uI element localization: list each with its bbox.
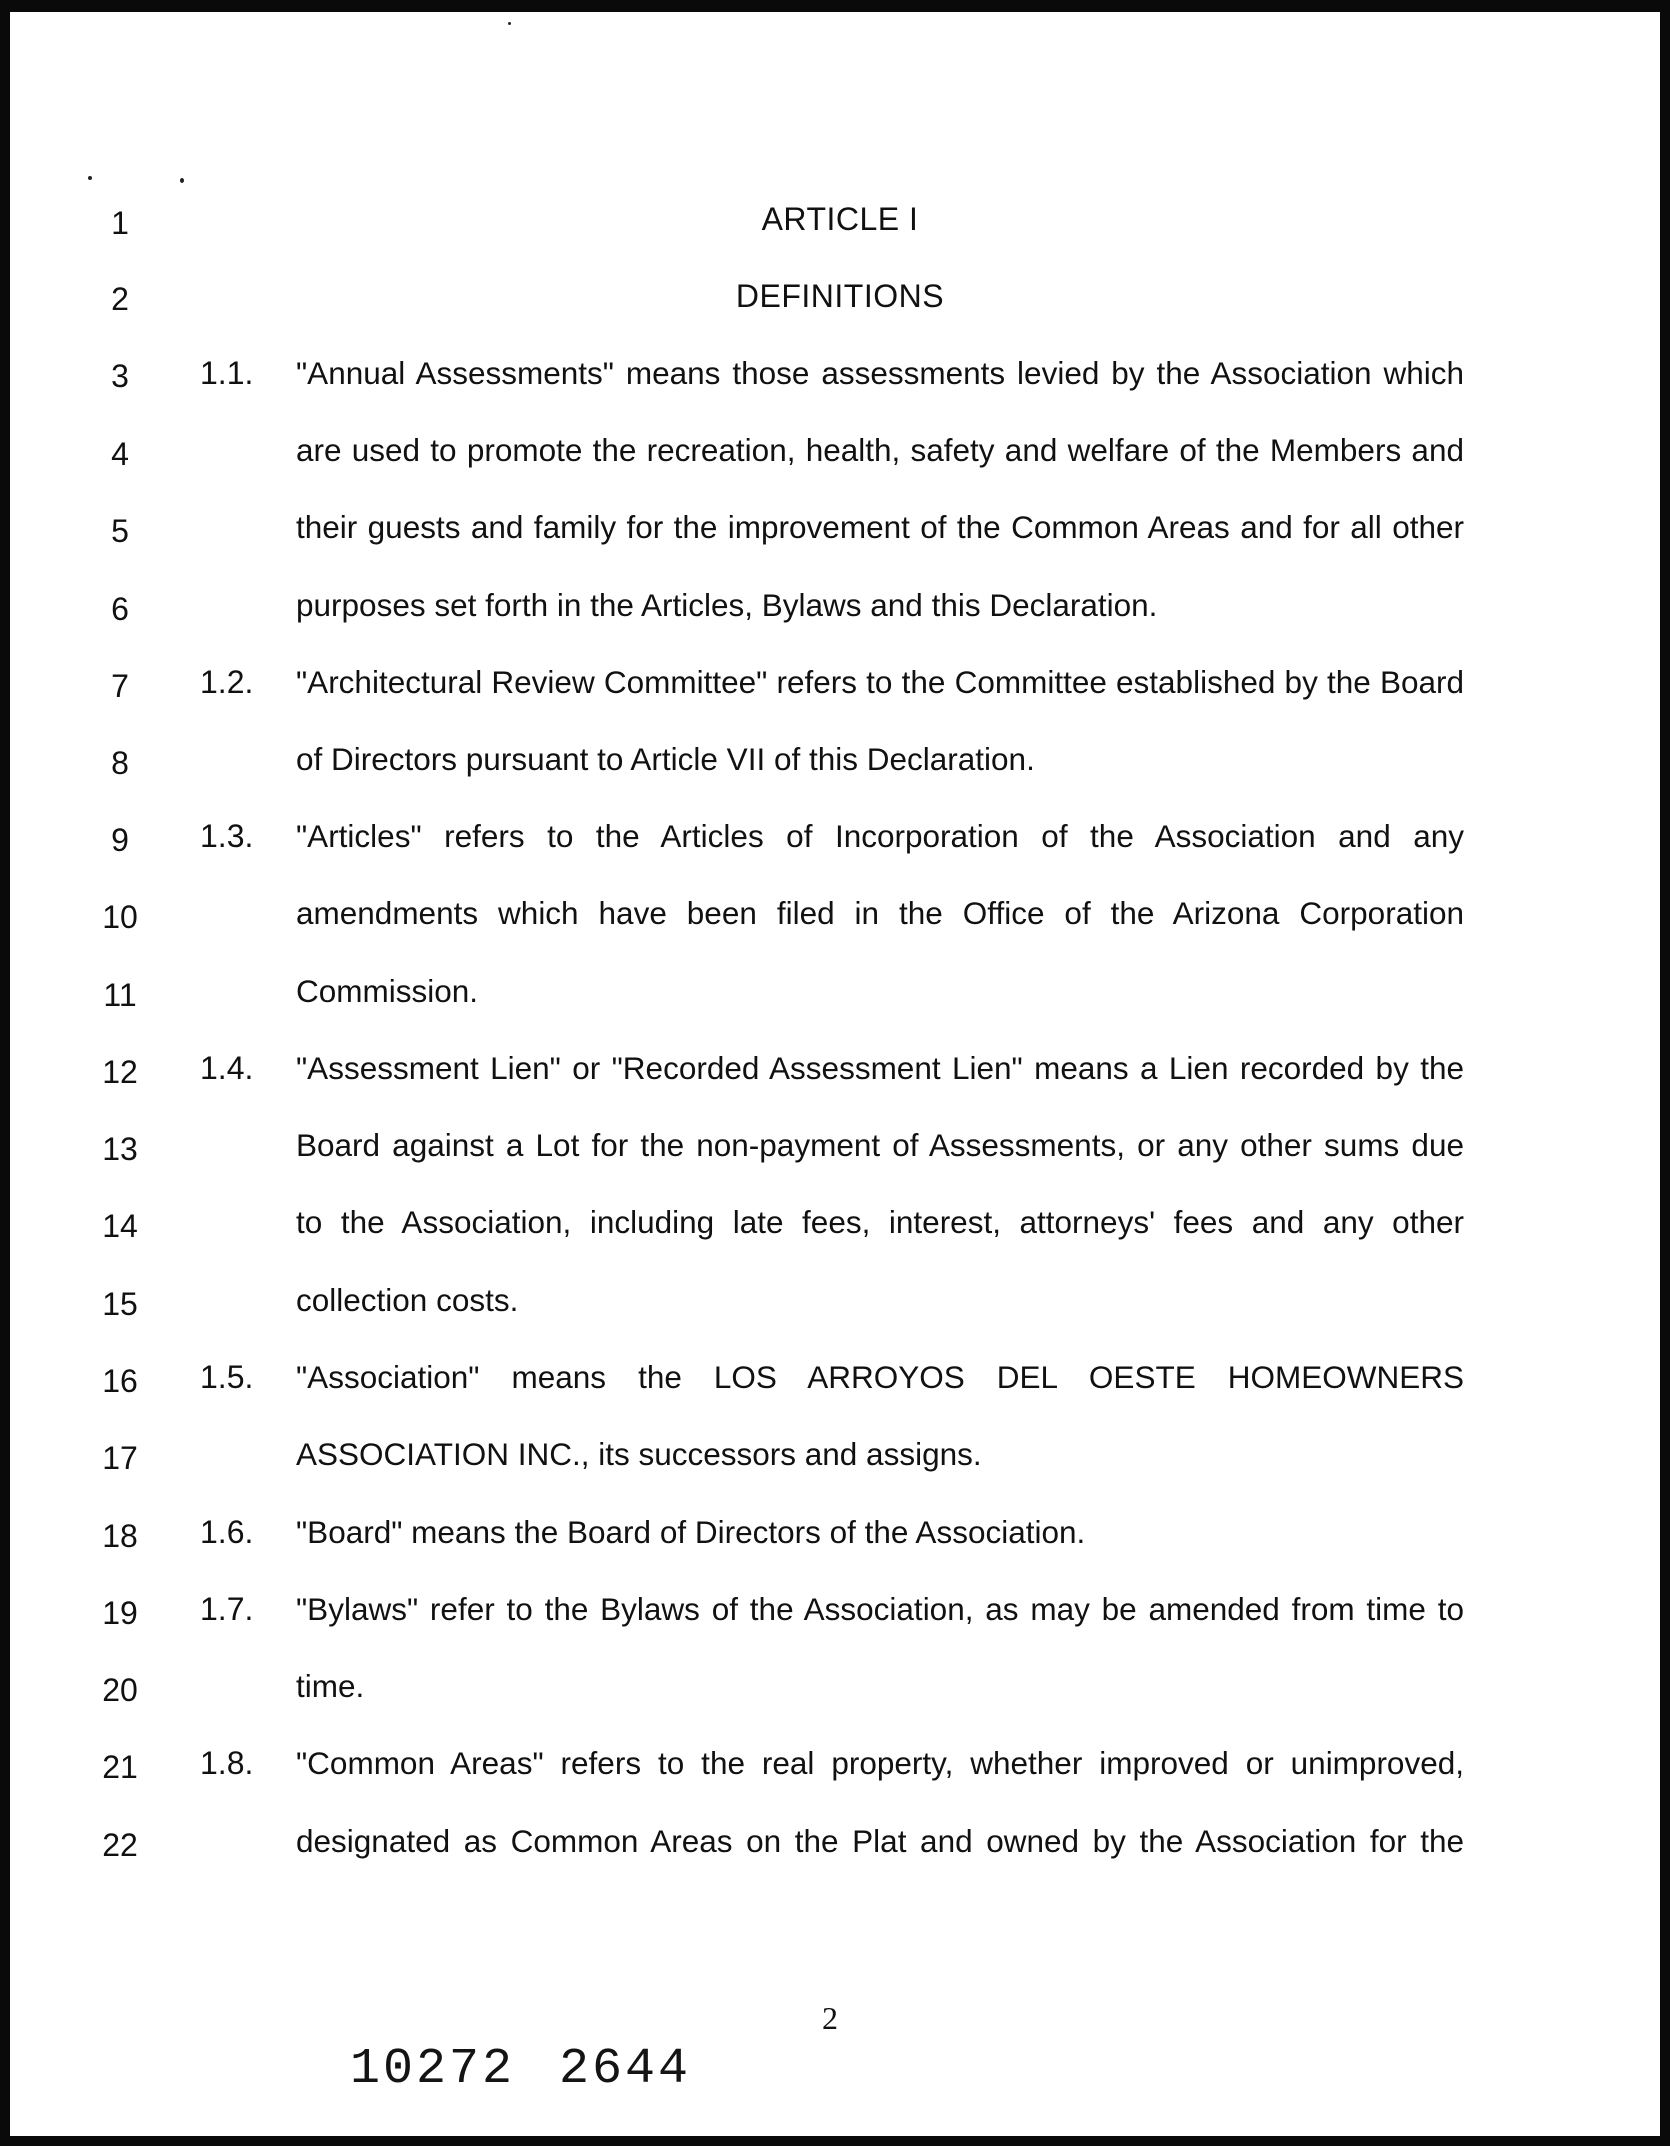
section-number: 1.6. — [200, 1514, 254, 1550]
section-text-line: to the Association, including late fees, interest, attorneys' fees and any other — [296, 1204, 1464, 1240]
recording-number-right: 2644 — [559, 2041, 692, 2098]
line-number: 12 — [102, 1054, 138, 1090]
section-text-line: their guests and family for the improvement of the Common Areas and for all other — [296, 509, 1464, 545]
section-text-line: amendments which have been filed in the Office of the Arizona Corporation — [296, 895, 1464, 931]
line-number: 5 — [111, 513, 129, 549]
line-number: 7 — [111, 668, 129, 704]
article-title: ARTICLE I — [761, 201, 919, 237]
section-text-line: "Annual Assessments" means those assessments levied by the Association which — [296, 355, 1464, 391]
section-text-line: "Board" means the Board of Directors of the Association. — [296, 1514, 1086, 1550]
section-number: 1.4. — [200, 1050, 254, 1086]
section-text-line: "Common Areas" refers to the real property, whether improved or unimproved, — [296, 1745, 1464, 1781]
line-number: 18 — [102, 1518, 138, 1554]
line-number: 13 — [102, 1131, 138, 1167]
line-number: 16 — [102, 1363, 138, 1399]
section-number: 1.5. — [200, 1359, 254, 1395]
article-subtitle: DEFINITIONS — [735, 278, 945, 314]
section-text-line: designated as Common Areas on the Plat and owned by the Association for the — [296, 1823, 1464, 1859]
line-number: 20 — [102, 1672, 138, 1708]
section-text-line: collection costs. — [296, 1282, 519, 1318]
line-number: 22 — [102, 1827, 138, 1863]
recording-number-stamp — [350, 2040, 691, 2100]
section-number: 1.2. — [200, 664, 254, 700]
line-number: 4 — [111, 436, 129, 472]
line-number: 8 — [111, 745, 129, 781]
line-number: 17 — [102, 1440, 138, 1476]
section-text-line: "Bylaws" refer to the Bylaws of the Association, as may be amended from time to — [296, 1591, 1464, 1627]
recording-number-left: 10272 — [350, 2041, 516, 2098]
line-number: 15 — [102, 1286, 138, 1322]
section-text-line: "Articles" refers to the Articles of Incorporation of the Association and any — [296, 818, 1464, 854]
line-number: 19 — [102, 1595, 138, 1631]
line-number: 1 — [111, 205, 129, 241]
line-number: 6 — [111, 591, 129, 627]
line-number: 21 — [102, 1749, 138, 1785]
section-text-line: "Assessment Lien" or "Recorded Assessment Lien" means a Lien recorded by the — [296, 1050, 1464, 1086]
section-text-line: "Association" means the LOS ARROYOS DEL OESTE HOMEOWNERS — [296, 1359, 1464, 1395]
section-text-line: time. — [296, 1668, 365, 1704]
line-number: 11 — [103, 977, 137, 1013]
section-text-line: are used to promote the recreation, health, safety and welfare of the Members and — [296, 432, 1464, 468]
scan-speck — [508, 22, 511, 25]
page-number: 2 — [822, 2000, 838, 2036]
section-text-line: purposes set forth in the Articles, Bylaws and this Declaration. — [296, 587, 1158, 623]
section-number: 1.1. — [200, 355, 254, 391]
section-number: 1.8. — [200, 1745, 254, 1781]
section-text-line: "Architectural Review Committee" refers to the Committee established by the Board — [296, 664, 1464, 700]
section-number: 1.7. — [200, 1591, 254, 1627]
section-text-line: Board against a Lot for the non-payment of Assessments, or any other sums due — [296, 1127, 1464, 1163]
line-number: 9 — [111, 822, 129, 858]
section-text-line: ASSOCIATION INC., its successors and assigns. — [296, 1436, 982, 1472]
section-text-line: of Directors pursuant to Article VII of this Declaration. — [296, 741, 1035, 777]
line-number: 2 — [111, 281, 129, 317]
scan-speck — [180, 178, 184, 183]
line-number: 10 — [102, 899, 138, 935]
line-number: 3 — [111, 358, 129, 394]
scan-speck — [88, 176, 92, 180]
section-text-line: Commission. — [296, 973, 479, 1009]
section-number: 1.3. — [200, 818, 254, 854]
line-number: 14 — [102, 1208, 138, 1244]
